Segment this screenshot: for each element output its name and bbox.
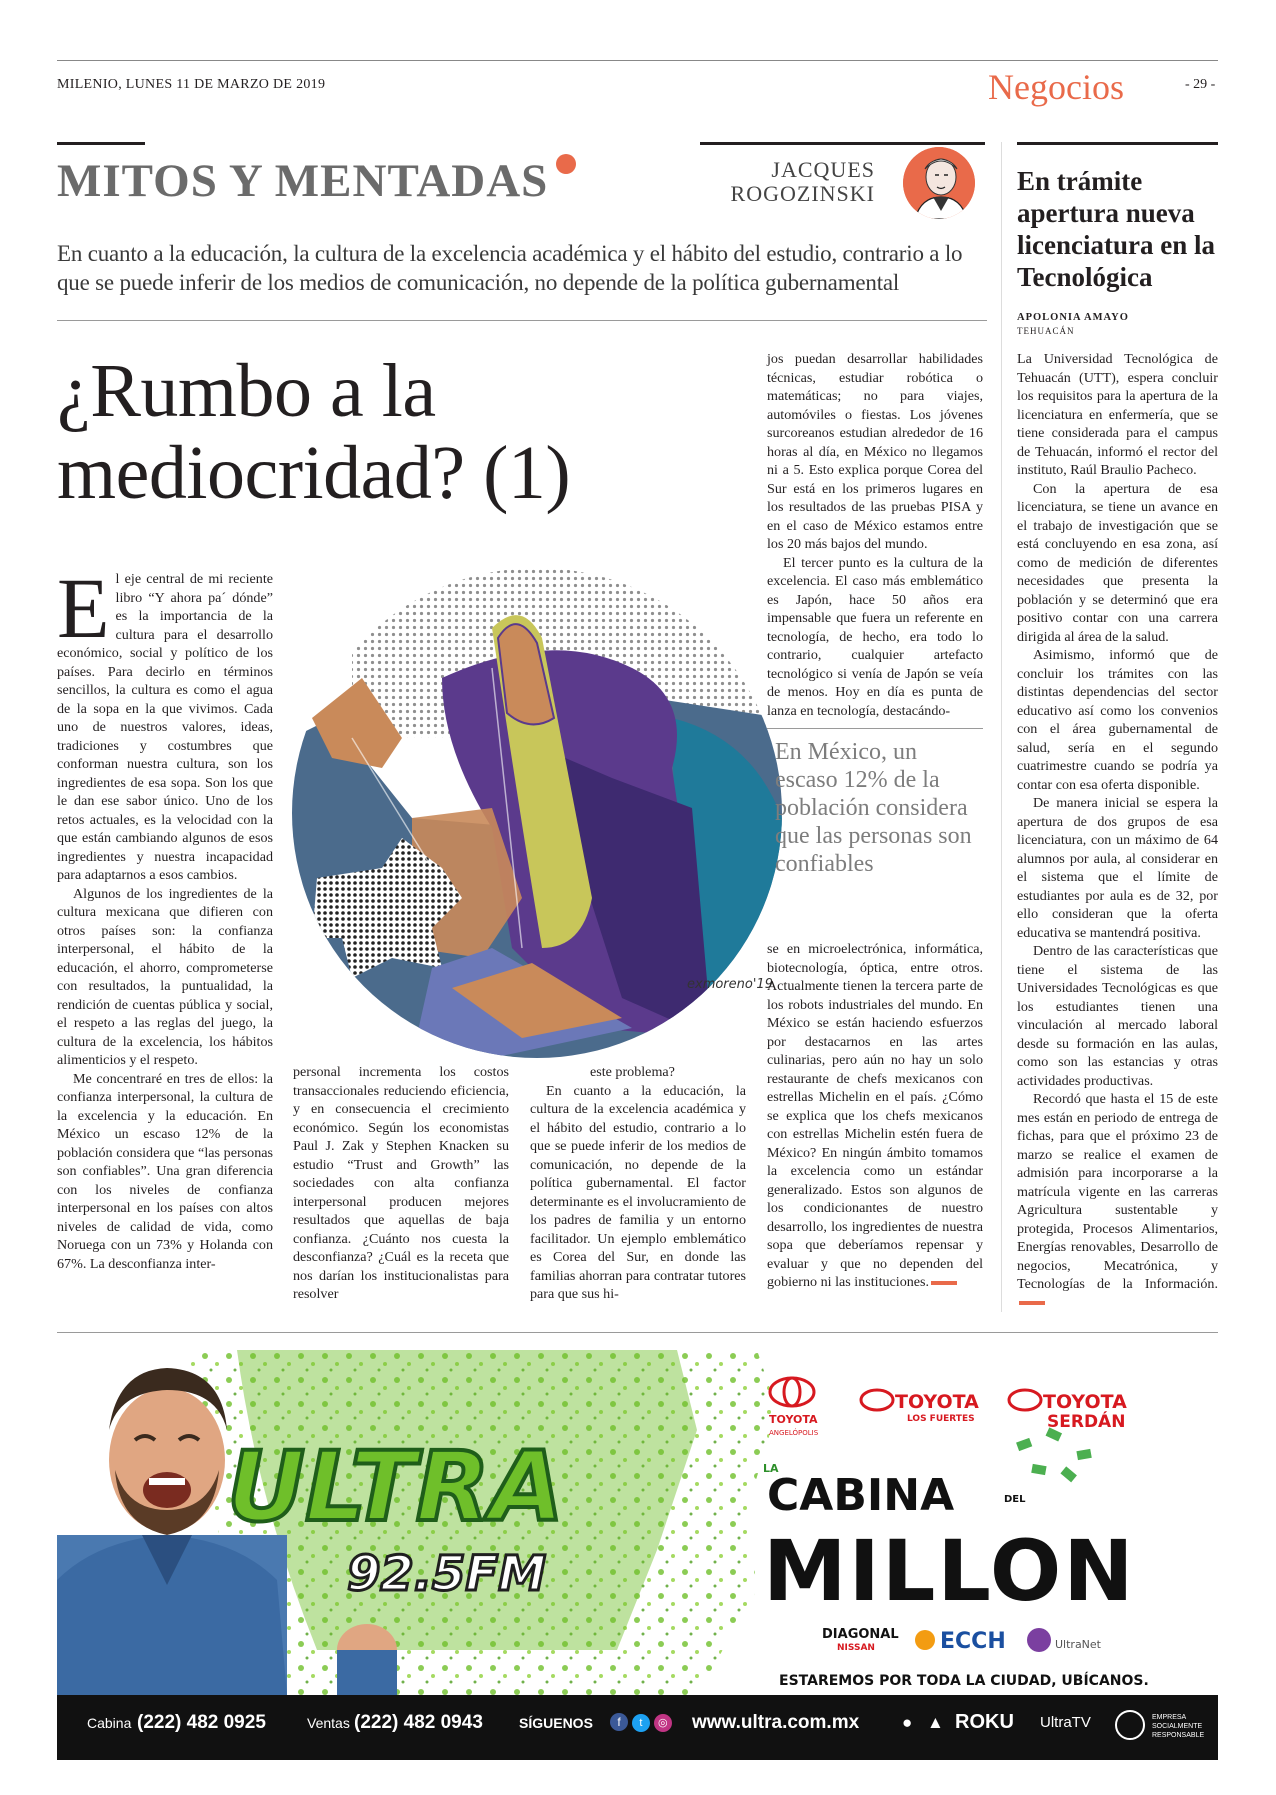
column-name: MITOS Y MENTADAS <box>57 155 549 207</box>
cabina-label: Cabina <box>87 1715 132 1731</box>
col4-para-3: se en microelectrónica, informática, biotecnología, óptica, entre otros. Actualmente tienen la tercera parte de los robots industriales del mundo. En México se están haciendo esfuerzos por destacarnos en las artes culinarias, pero aún no hay un solo restaurante de chefs mexicanos con estrellas Michelin en el país. ¿Cómo se explica que los chefs mexicanos con estrellas Michelin estén fuera de México? En ningún ámbito tomamos la excelencia como un estándar generalizado. Estos son algunos de los condicionantes de nuestro desarrollo, los ingredientes de nuestra sopa que deberíamos repensar y evaluar y que no dependen del gobierno ni las instituciones. <box>767 941 983 1290</box>
esr-seal-icon <box>1115 1710 1145 1740</box>
side-headline: En trámite apertura nueva licenciatura en la Tecnológica <box>1017 166 1215 292</box>
instagram-icon: ◎ <box>654 1714 672 1732</box>
author-rule <box>700 142 985 145</box>
ultratv-logo: UltraTV <box>1040 1714 1091 1731</box>
column-header-rule <box>57 142 145 145</box>
roku-logo: ROKU <box>955 1711 1014 1733</box>
side-city: TEHUACÁN <box>1017 326 1075 336</box>
illustration <box>292 568 782 1058</box>
toyota-2-sub: LOS FUERTES <box>907 1414 975 1424</box>
col4-para-2: El tercer punto es la cultura de la excelencia. El caso más emblemático es Japón, hace 50 años era impensable que fuera un referente en tecnología, de hecho, era todo lo contrario, cualquier artefacto tecnológico si venía de Japón se veía de menos. Hoy en día es punta de lanza en tecnología, destacándo- <box>767 554 983 719</box>
col2-para-1: personal incrementa los costos transaccionales reduciendo eficiencia, y en consecuencia el crecimiento económico. Según los economistas Paul J. Zak y Stephen Knacken su estudio “Trust and Growth” las sociedades con alta confianza interpersonal producen mejores resultados que aquellas de baja confianza. ¿Cuánto nos cuesta la desconfianza? ¿Cuál es la receta que nos darían los institucionalistas para resolver <box>293 1064 509 1302</box>
col1-para-3: Me concentraré en tres de ellos: la confianza interpersonal, la cultura de la excelencia y la educación. En México un escaso 12% de la población considera que “las personas son confiables”. Una gran diferencia con los niveles de confianza interpersonal en los países con altos niveles de calidad de vida, como Noruega con un 73% y Holanda con 67%. La desconfianza inter- <box>57 1070 273 1272</box>
end-mark <box>931 1281 957 1285</box>
article-column-2 <box>293 1063 509 1304</box>
twitter-icon: t <box>632 1714 650 1732</box>
author-last: ROGOZINSKI <box>730 181 875 206</box>
sponsor-ecch: ECCH <box>940 1629 1006 1654</box>
website: www.ultra.com.mx <box>692 1712 860 1733</box>
col4-para-1: jos puedan desarrollar habilidades técnicas, estudiar robótica o matemáticas; no para viajes, automóviles o fiestas. Los jóvenes surcoreanos estudian alrededor de 16 horas al día, en México no llegamos ni a 5. Esto explica porque Corea del Sur está en los primeros lugares en los resultados de las pruebas PISA y en el caso de México estamos entre los 20 más bajos del mundo. <box>767 351 983 552</box>
article-column-4-bottom <box>767 940 983 1292</box>
article-column-3 <box>530 1063 746 1304</box>
millon-word: MILLON <box>763 1522 1136 1620</box>
pullquote: En México, un escaso 12% de la población considera que las personas son confiables <box>775 739 972 877</box>
side-byline: APOLONIA AMAYO <box>1017 312 1129 323</box>
facebook-icon: f <box>610 1713 628 1731</box>
cabina-del: DEL <box>1004 1494 1026 1505</box>
sponsor-ultranet: UltraNet <box>1055 1638 1101 1651</box>
toyota-2: TOYOTA <box>895 1391 979 1413</box>
advertisement <box>57 1350 1218 1760</box>
side-para-2: Con la apertura de esa licenciatura, se tiene un avance en el trabajo de investigación que se está concluyendo en esa zona, así como de medición de diferentes necesidades que presenta la población y se determinó que era positivo contar con una carrera dirigida al área de la salud. <box>1017 480 1218 645</box>
side-para-3: Asimismo, informó que de concluir los trámites con las distintas dependencias del sector educativo así como los convenios con el área gubernamental de salud, sería en el segundo cuatrimestre cuando se podría ya contar con esa oferta disponible. <box>1017 647 1218 793</box>
col1-para-1: l eje central de mi reciente libro “Y ahora pa´ dónde” es la importancia de la cultura para el desarrollo económico, social y político de los países. Para decirlo en términos sencillos, la cultura es como el agua de la sopa en la que vivimos. Cada uno de nuestros valores, ideas, tradiciones y costumbres que conforman nuestra cultura, son los ingredientes de esa sopa. Son los que le dan ese sabor único. Uno de los retos actuales, es la velocidad con la que están cambiando algunos de esos ingredientes y nuestra incapacidad para adaptarnos a esos cambios. <box>57 571 273 883</box>
pullquote-rule <box>767 728 983 729</box>
subhead-rule <box>57 320 987 321</box>
ventas-label: Ventas <box>307 1715 350 1731</box>
toyota-3: TOYOTA <box>1043 1391 1127 1413</box>
col1-para-2: Algunos de los ingredientes de la cultura mexicana que difieren con otros países son: la confianza interpersonal, el hábito de la educación, el ahorro, comprometerse con resultados, la puntualidad, la rendición de cuentas pública y social, el respeto a las reglas del juego, la cultura de la excelencia, los hábitos alimenticios y el respeto. <box>57 885 273 1068</box>
article-column-1 <box>57 560 273 1273</box>
dateline: MILENIO, LUNES 11 DE MARZO DE 2019 <box>57 77 326 92</box>
ad-slogan: ESTAREMOS POR TODA LA CIUDAD, UBÍCANOS. <box>779 1673 1149 1689</box>
side-column-divider <box>1001 142 1002 1312</box>
cabina-word: CABINA <box>767 1470 955 1521</box>
side-article-body <box>1017 350 1218 1312</box>
article-column-4-top <box>767 350 983 720</box>
toyota-1-sub: ANGELÓPOLIS <box>769 1429 819 1437</box>
toyota-3-sub: SERDÁN <box>1047 1412 1126 1432</box>
side-rule <box>1017 142 1218 145</box>
siguenos-label: SÍGUENOS <box>519 1715 593 1731</box>
ad-separator-rule <box>57 1332 1218 1333</box>
side-para-4: De manera inicial se espera la apertura de dos grupos de esa licenciatura, con un máximo de 64 alumnos por aula, al considerar en el sistema que el límite de estudiantes por aula es de 32, por ello consideran que la oferta educativa se mantendrá positiva. <box>1017 795 1218 941</box>
ventas-phone: (222) 482 0943 <box>354 1712 483 1733</box>
side-end-mark <box>1019 1301 1045 1305</box>
headline-line-1: ¿Rumbo a la <box>57 349 436 433</box>
ultra-logo: ULTRA <box>227 1431 564 1543</box>
illustration-signature: exmoreno'19 <box>687 977 773 992</box>
toyota-1: TOYOTA <box>769 1413 818 1426</box>
android-icon: ▲ <box>927 1713 944 1732</box>
page-number: - 29 - <box>1185 77 1216 92</box>
section-name: Negocios <box>988 67 1124 107</box>
col3-para-2: En cuanto a la educación, la cultura de la excelencia académica y el hábito del estudio, contrario a lo que se puede inferir de los medios de comunicación, no depende de la política gubernamental. El factor determinante es el involucramiento de los padres de familia y un entorno facilitador. Un ejemplo emblemático es Corea del Sur, en donde las familias ahorran para contratar tutores para que sus hi- <box>530 1082 746 1302</box>
cabina-la: LA <box>763 1462 779 1475</box>
ad-contact-bar <box>57 1695 1218 1760</box>
esr-label: EMPRESA SOCIALMENTE RESPONSABLE <box>1152 1714 1205 1739</box>
top-rule <box>57 60 1218 61</box>
column-dot <box>556 154 576 174</box>
sponsor-nissan: NISSAN <box>837 1643 875 1653</box>
cabina-phone: (222) 482 0925 <box>137 1712 266 1733</box>
apple-icon: ● <box>902 1713 913 1732</box>
side-para-5: Dentro de las características que tiene el sistema de las Universidades Tecnológicas es que los estudiantes tienen una vinculación al mercado laboral desde su formación en las aulas, como son las estancias y otras actividades productivas. <box>1017 943 1218 1089</box>
headline-line-2: mediocridad? (1) <box>57 431 571 515</box>
headline <box>57 350 570 514</box>
author-portrait <box>903 147 975 219</box>
author-name <box>690 158 875 206</box>
ultra-frequency: 92.5FM <box>347 1546 546 1602</box>
social-icons <box>610 1713 672 1732</box>
author-first: JACQUES <box>771 157 875 182</box>
column-subhead: En cuanto a la educación, la cultura de la excelencia académica y el hábito del estudio, contrario a lo que se puede inferir de los medios de comunicación, no depende de la política gubernamental <box>57 241 963 295</box>
dropcap: E <box>57 560 110 656</box>
side-para-6: Recordó que hasta el 15 de este mes están en periodo de entrega de fichas, para que el próximo 23 de marzo se realice el examen de admisión para incorporarse a la matrícula vigente en las carreras Agricultura sustentable y protegida, Procesos Alimentarios, Energías renovables, Desarrollo de negocios, Mecatrónica, y Tecnologías de la Información. <box>1017 1091 1218 1292</box>
sponsor-diagonal: DIAGONAL <box>822 1627 899 1642</box>
side-para-1: La Universidad Tecnológica de Tehuacán (UTT), espera concluir los requisitos para la apertura de la licenciatura en enfermería, que se tiene considerada para el campus de Tehuacán, informó el rector del instituto, Raúl Braulio Pacheco. <box>1017 351 1218 478</box>
col3-para-1: este problema? <box>590 1064 675 1080</box>
